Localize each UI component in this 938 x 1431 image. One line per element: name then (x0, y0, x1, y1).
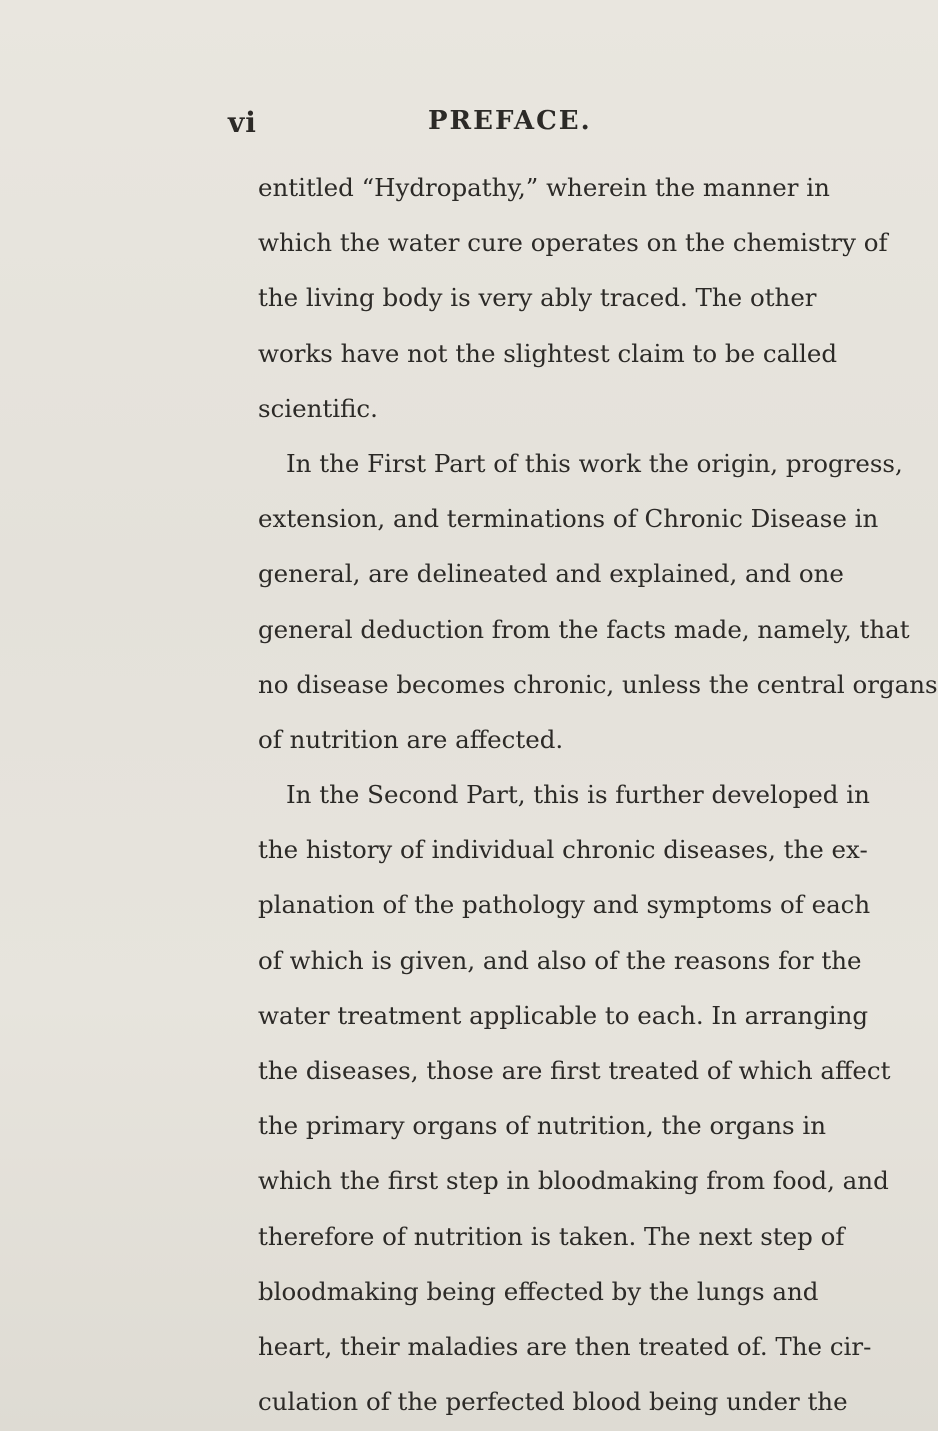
text-line: extension, and terminations of Chronic Disease in (258, 504, 879, 534)
text-line: general, are delineated and explained, and one (258, 559, 844, 589)
text-line: scientific. (258, 393, 378, 423)
text-line: In the First Part of this work the origin, progress, (286, 448, 903, 478)
text-line: general deduction from the facts made, namely, that (258, 614, 910, 644)
text-line: the living body is very ably traced. The other (258, 283, 817, 313)
text-line: works have not the slightest claim to be called (258, 338, 838, 368)
text-line: which the water cure operates on the chemistry of (258, 228, 888, 258)
text-line: no disease becomes chronic, unless the central organs (258, 669, 938, 699)
text-line: water treatment applicable to each. In arranging (258, 1000, 869, 1030)
text-line: entitled “Hydropathy,” wherein the manner in (258, 173, 830, 202)
text-line: culation of the perfected blood being under the (258, 1387, 848, 1417)
text-line: the history of individual chronic diseases, the ex- (258, 835, 868, 865)
page-number: vi (228, 106, 257, 139)
text-line: therefore of nutrition is taken. The next step of (258, 1221, 845, 1251)
text-line: planation of the pathology and symptoms of each (258, 890, 871, 920)
body-text (258, 160, 938, 1429)
text-line: the diseases, those are first treated of which affect (258, 1056, 891, 1085)
text-line: In the Second Part, this is further developed in (286, 780, 870, 810)
text-line: of nutrition are affected. (258, 724, 564, 754)
text-line: bloodmaking being effected by the lungs and (258, 1276, 819, 1306)
running-title: PREFACE. (428, 106, 592, 136)
text-line: heart, their maladies are then treated of. The cir- (258, 1331, 872, 1361)
text-line: of which is given, and also of the reasons for the (258, 945, 862, 975)
running-head (228, 106, 768, 146)
text-line: which the first step in bloodmaking from food, and (258, 1166, 889, 1196)
text-line: the primary organs of nutrition, the organs in (258, 1111, 826, 1141)
